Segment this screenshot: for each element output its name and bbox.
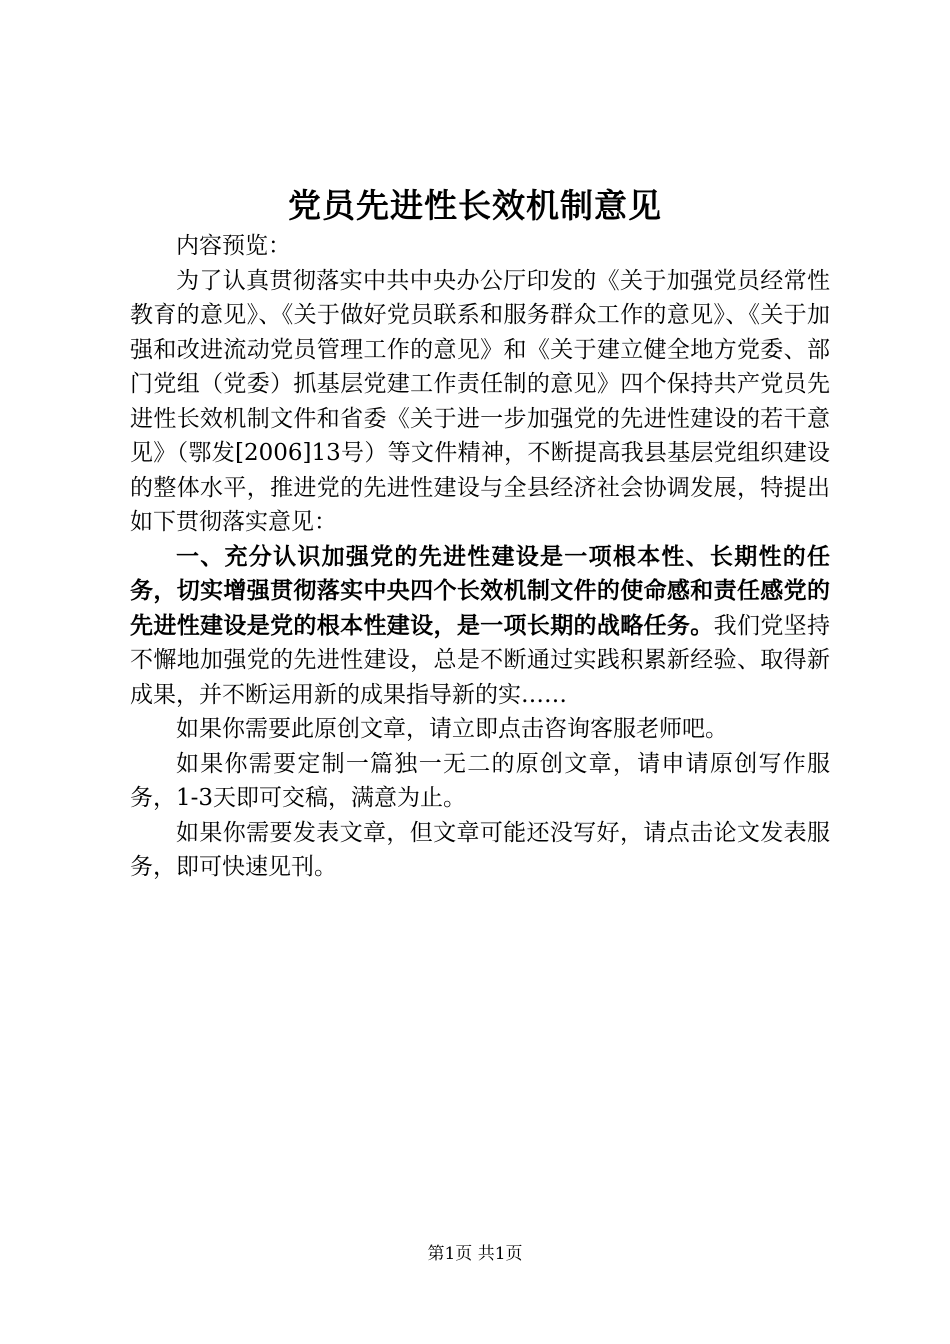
page-footer: 第1页 共1页 (427, 1244, 523, 1264)
preview-label: 内容预览： (176, 233, 291, 259)
document-title: 党员先进性长效机制意见 (288, 186, 662, 225)
intro-paragraph: 为了认真贯彻落实中共中央办公厅印发的《关于加强党员经常性教育的意见》、《关于做好党员联系和服务群众工作的意见》、《关于加强和改进流动党员管理工作的意见》和《关于建立健全地方党委、部门党组（党委）抓基层党建工作责任制的意见》四个保持共产党员先进性长效机制文件和省委《关于进一步加强党的先进性建设的若干意见》（鄂发[2006]13号）等文件精神，不断提高我县基层党组织建设的整体水平，推进党的先进性建设与全县经济社会协调发展，特提出如下贯彻落实意见： (130, 267, 830, 535)
section-one-heading: 一、充分认识加强党的先进性建设是一项根本性、长期性的任务，切实增强贯彻落实中央四个长效机制文件的使命感和责任感党的先进性建设是党的根本性建设，是一项长期的战略任务。 (130, 543, 830, 639)
document-body (130, 229, 830, 885)
notice-publish: 如果你需要发表文章，但文章可能还没写好，请点击论文发表服务，即可快速见刊。 (130, 819, 830, 880)
notice-custom: 如果你需要定制一篇独一无二的原创文章，请申请原创写作服务，1-3天即可交稿，满意为止。 (130, 750, 830, 811)
section-one-body: 我们党坚持不懈地加强党的先进性建设，总是不断通过实践积累新经验、取得新成果，并不断运用新的成果指导新的实…… (130, 612, 831, 708)
section-one-paragraph (130, 540, 830, 713)
notice-consult: 如果你需要此原创文章，请立即点击咨询客服老师吧。 (176, 716, 728, 742)
